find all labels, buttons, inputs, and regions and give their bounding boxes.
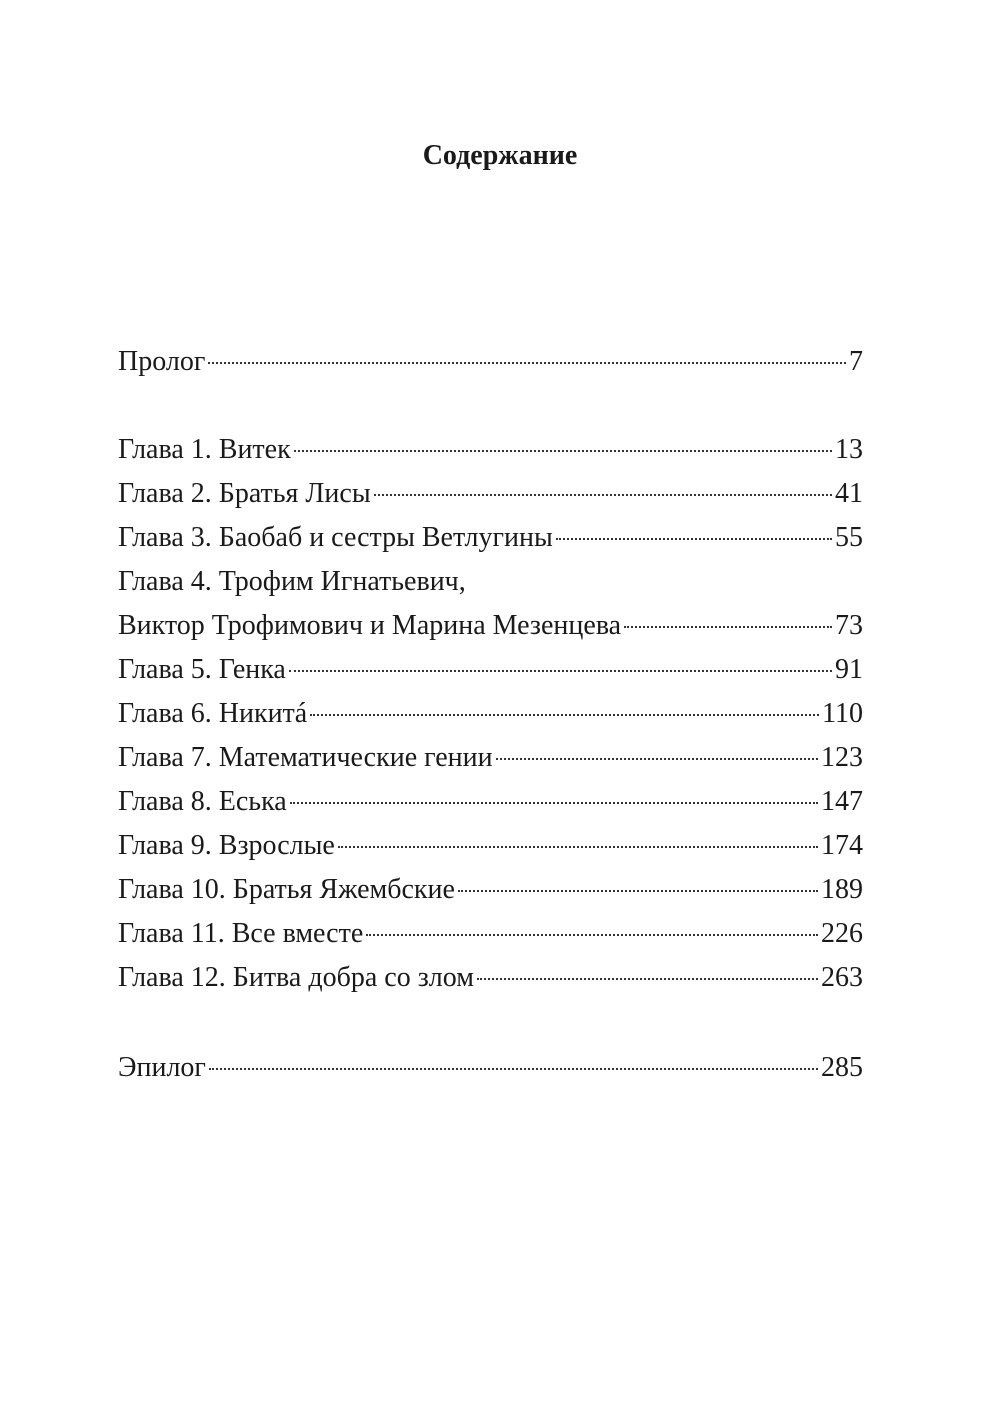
toc-entry-title: Глава 6. Никитá xyxy=(118,698,308,729)
toc-entry-title: Глава 2. Братья Лисы xyxy=(118,478,371,509)
toc-entry-chapter-7[interactable] xyxy=(118,738,863,778)
toc-entry-chapter-4-line1[interactable]: Глава 4. Трофим Игнатьевич, xyxy=(118,566,466,597)
toc-entry-chapter-5[interactable] xyxy=(118,650,863,690)
toc-dot-leader xyxy=(209,1068,818,1070)
toc-entry-title: Глава 3. Баобаб и сестры Ветлугины xyxy=(118,522,553,553)
toc-page-number: 147 xyxy=(821,786,863,817)
toc-entry-title: Глава 1. Витек xyxy=(118,434,291,465)
toc-dot-leader xyxy=(294,450,832,452)
toc-page-number: 123 xyxy=(821,742,863,773)
toc-page-number: 263 xyxy=(821,962,863,993)
toc-entry-title: Глава 12. Битва добра со злом xyxy=(118,962,474,993)
toc-entry-chapter-11[interactable] xyxy=(118,914,863,954)
toc-dot-leader xyxy=(289,670,832,672)
toc-entry-chapter-3[interactable] xyxy=(118,518,863,558)
toc-entry-chapter-10[interactable] xyxy=(118,870,863,910)
toc-entry-title: Эпилог xyxy=(118,1052,206,1083)
toc-entry-chapter-6[interactable] xyxy=(118,694,863,734)
toc-entry-title: Глава 9. Взрослые xyxy=(118,830,335,861)
toc-entry-chapter-1[interactable] xyxy=(118,430,863,470)
toc-dot-leader xyxy=(374,494,832,496)
page-title: Содержание xyxy=(422,140,578,171)
toc-entry-title: Глава 11. Все вместе xyxy=(118,918,364,949)
toc-dot-leader xyxy=(496,758,818,760)
toc-page-number: 41 xyxy=(835,478,863,509)
toc-dot-leader xyxy=(290,802,818,804)
toc-entry-title: Глава 8. Еська xyxy=(118,786,287,817)
toc-dot-leader xyxy=(624,626,832,628)
toc-entry-chapter-8[interactable] xyxy=(118,782,863,822)
toc-entry-chapter-9[interactable] xyxy=(118,826,863,866)
toc-page-number: 91 xyxy=(835,654,863,685)
toc-entry-title: Глава 7. Математические гении xyxy=(118,742,493,773)
toc-dot-leader xyxy=(366,934,818,936)
toc-page-number: 226 xyxy=(821,918,863,949)
toc-dot-leader xyxy=(556,538,832,540)
toc-entry-chapter-12[interactable] xyxy=(118,958,863,998)
toc-page-number: 285 xyxy=(821,1052,863,1083)
toc-entry-title: Глава 10. Братья Яжембские xyxy=(118,874,455,905)
toc-entry-title: Глава 5. Генка xyxy=(118,654,286,685)
toc-dot-leader xyxy=(310,714,819,716)
toc-page-number: 110 xyxy=(822,698,863,729)
toc-dot-leader xyxy=(458,890,818,892)
toc-entry-title: Пролог xyxy=(118,346,206,377)
toc-page-number: 55 xyxy=(835,522,863,553)
toc-dot-leader xyxy=(477,978,818,980)
toc-entry-chapter-4[interactable] xyxy=(118,606,863,646)
toc-page-number: 7 xyxy=(849,346,863,377)
toc-entry-title: Виктор Трофимович и Марина Мезенцева xyxy=(118,610,622,641)
toc-dot-leader xyxy=(338,846,818,848)
toc-dot-leader xyxy=(208,362,846,364)
toc-page-number: 174 xyxy=(821,830,863,861)
toc-entry-chapter-2[interactable] xyxy=(118,474,863,514)
toc-page-number: 73 xyxy=(835,610,863,641)
toc-entry-epilogue[interactable] xyxy=(118,1048,863,1088)
toc-entry-prologue[interactable] xyxy=(118,342,863,382)
toc-page-number: 189 xyxy=(821,874,863,905)
toc-page-number: 13 xyxy=(835,434,863,465)
